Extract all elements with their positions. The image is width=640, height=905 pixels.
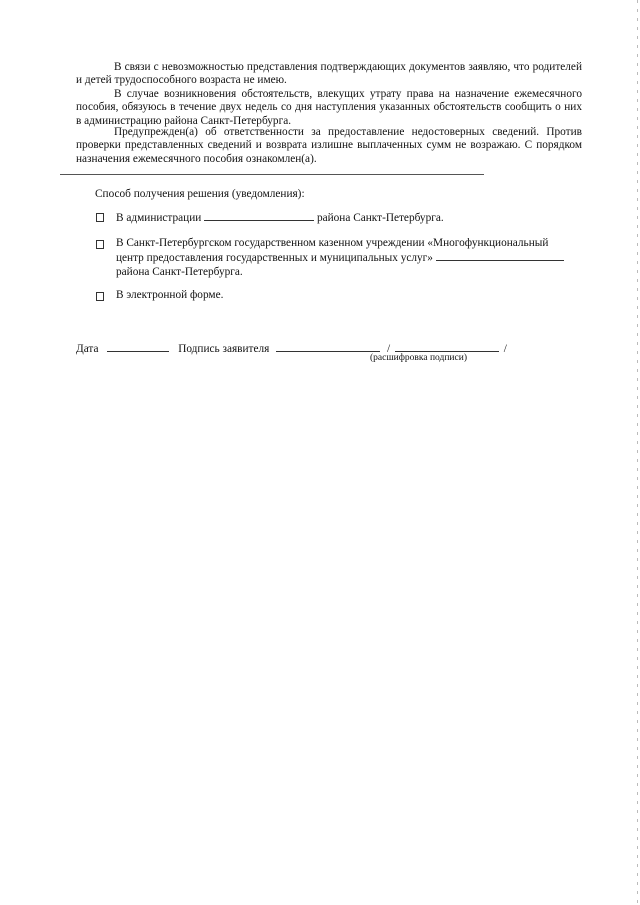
- date-field[interactable]: [107, 341, 169, 352]
- option-administration-checkbox[interactable]: [96, 213, 104, 222]
- signature-decoding-caption: (расшифровка подписи): [370, 353, 467, 363]
- option-mfc: В Санкт-Петербургском государственном казенном учреждении «Многофункциональный центр предоставления государственных и муниципальных услуг» района Санкт-Петербурга.: [116, 237, 566, 279]
- option-electronic-checkbox[interactable]: [96, 292, 104, 301]
- option-mfc-checkbox[interactable]: [96, 240, 104, 249]
- mfc-district-blank-field[interactable]: [436, 250, 564, 261]
- signature-field[interactable]: [276, 341, 380, 352]
- signature-row: Дата Подпись заявителя / /: [76, 343, 507, 355]
- signature-decoding-field[interactable]: [395, 341, 499, 352]
- decision-heading: Способ получения решения (уведомления):: [95, 188, 305, 200]
- paragraph-responsibility: Предупрежден(а) об ответственности за предоставление недостоверных сведений. Против проверки представленных сведений и возврата излишне выплаченных сумм не возражаю. С порядком назначения ежемесячного пособия ознакомлен(а).: [76, 126, 582, 165]
- paragraph-obligation: В случае возникновения обстоятельств, влекущих утрату права на назначение ежемесячного пособия, обязуюсь в течение двух недель со дня наступления указанных обстоятельств сообщить о них в администрацию района Санкт-Петербурга.: [76, 88, 582, 127]
- separator-line: [60, 174, 484, 175]
- option-administration: В администрации района Санкт-Петербурга.: [116, 212, 444, 224]
- scan-edge-marks: [637, 0, 638, 905]
- district-blank-field[interactable]: [204, 210, 314, 221]
- option-electronic: В электронной форме.: [116, 289, 224, 301]
- paragraph-no-relatives: В связи с невозможностью представления подтверждающих документов заявляю, что родителей и детей трудоспособного возраста не имею.: [76, 61, 582, 87]
